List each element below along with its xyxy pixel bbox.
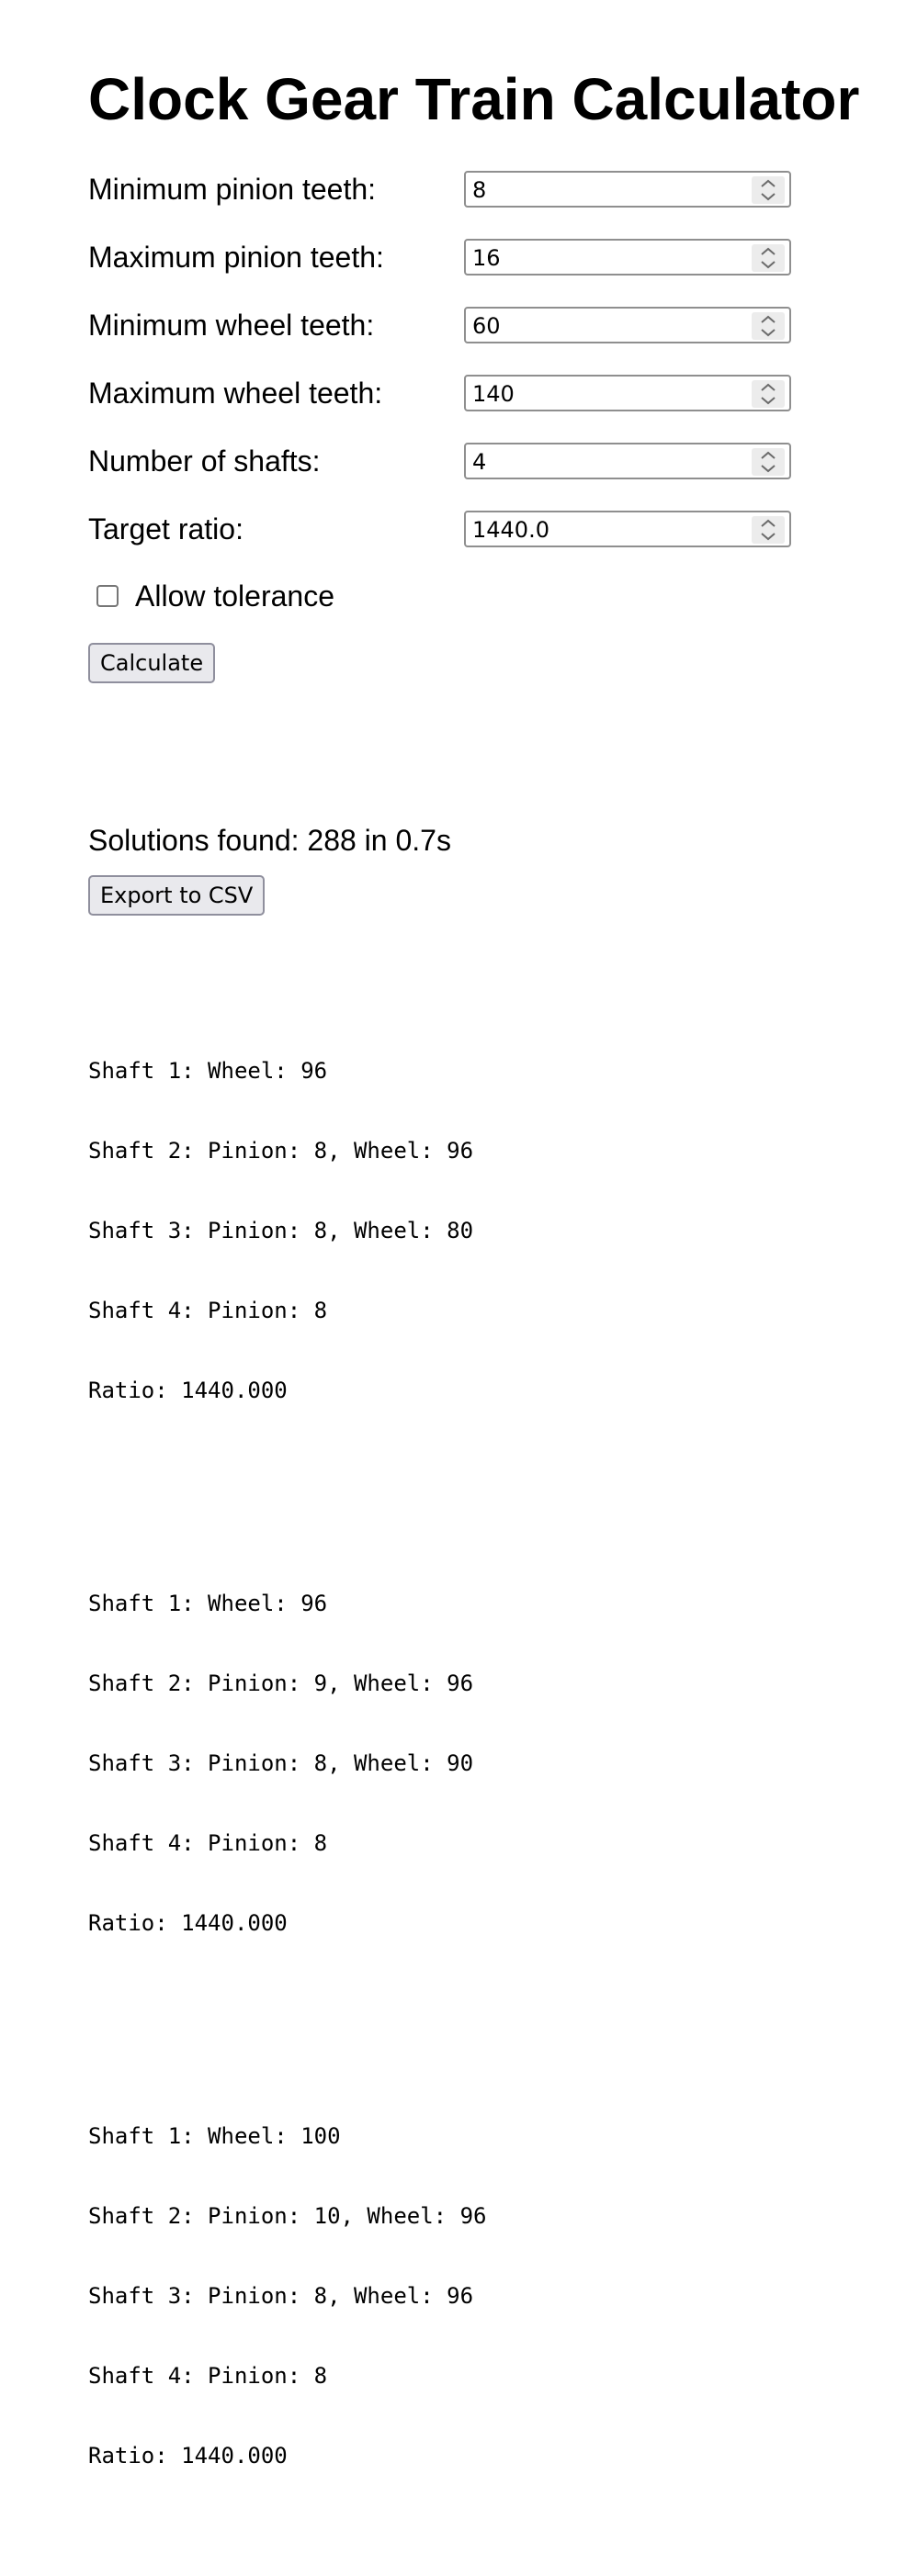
max-pinion-label: Maximum pinion teeth: bbox=[88, 241, 384, 274]
shafts-value: 4 bbox=[472, 449, 487, 475]
min-wheel-value: 60 bbox=[472, 313, 501, 339]
max-pinion-input[interactable] bbox=[464, 239, 791, 276]
solutions-count: Solutions found: 288 in 0.7s bbox=[88, 824, 451, 857]
spinner-icon[interactable] bbox=[752, 176, 785, 204]
min-pinion-label: Minimum pinion teeth: bbox=[88, 173, 377, 206]
min-wheel-input[interactable] bbox=[464, 307, 791, 343]
target-ratio-value: 1440.0 bbox=[472, 517, 549, 543]
result-line: Shaft 4: Pinion: 8 bbox=[88, 1298, 328, 1323]
field-row-min-pinion bbox=[88, 171, 796, 211]
result-line: Shaft 1: Wheel: 96 bbox=[88, 1591, 328, 1616]
result-line: Shaft 2: Pinion: 9, Wheel: 96 bbox=[88, 1670, 474, 1696]
tolerance-label[interactable]: Allow tolerance bbox=[135, 579, 334, 613]
target-ratio-input[interactable] bbox=[464, 511, 791, 547]
spinner-icon[interactable] bbox=[752, 380, 785, 408]
field-row-shafts bbox=[88, 443, 796, 483]
result-line: Shaft 4: Pinion: 8 bbox=[88, 1830, 328, 1856]
max-wheel-input[interactable] bbox=[464, 375, 791, 411]
result-item bbox=[88, 2070, 486, 2523]
field-row-min-wheel bbox=[88, 307, 796, 347]
calculate-button[interactable]: Calculate bbox=[88, 643, 215, 683]
spinner-icon[interactable] bbox=[752, 516, 785, 544]
min-wheel-label: Minimum wheel teeth: bbox=[88, 309, 375, 342]
export-csv-button[interactable]: Export to CSV bbox=[88, 875, 265, 916]
max-pinion-value: 16 bbox=[472, 245, 501, 271]
result-line: Shaft 3: Pinion: 8, Wheel: 96 bbox=[88, 2283, 474, 2309]
result-line: Shaft 1: Wheel: 100 bbox=[88, 2123, 341, 2149]
tolerance-checkbox[interactable] bbox=[96, 585, 119, 607]
result-line: Ratio: 1440.000 bbox=[88, 2443, 288, 2469]
page-title: Clock Gear Train Calculator bbox=[88, 66, 860, 132]
spinner-icon[interactable] bbox=[752, 244, 785, 272]
result-item bbox=[88, 1005, 486, 1457]
result-line: Shaft 3: Pinion: 8, Wheel: 90 bbox=[88, 1750, 474, 1776]
min-pinion-value: 8 bbox=[472, 177, 487, 203]
field-row-max-wheel bbox=[88, 375, 796, 415]
result-line: Shaft 1: Wheel: 96 bbox=[88, 1058, 328, 1084]
max-wheel-value: 140 bbox=[472, 381, 515, 407]
result-line: Shaft 3: Pinion: 8, Wheel: 80 bbox=[88, 1218, 474, 1243]
result-item bbox=[88, 1537, 486, 1990]
result-line: Shaft 4: Pinion: 8 bbox=[88, 2363, 328, 2389]
spinner-icon[interactable] bbox=[752, 448, 785, 476]
result-line: Shaft 2: Pinion: 10, Wheel: 96 bbox=[88, 2203, 487, 2229]
shafts-input[interactable] bbox=[464, 443, 791, 479]
result-line: Ratio: 1440.000 bbox=[88, 1910, 288, 1936]
min-pinion-input[interactable] bbox=[464, 171, 791, 208]
result-line: Ratio: 1440.000 bbox=[88, 1378, 288, 1403]
target-ratio-label: Target ratio: bbox=[88, 512, 243, 546]
result-line: Shaft 2: Pinion: 8, Wheel: 96 bbox=[88, 1138, 474, 1164]
field-row-max-pinion bbox=[88, 239, 796, 279]
field-row-target-ratio bbox=[88, 511, 796, 551]
results-list bbox=[88, 951, 486, 2576]
spinner-icon[interactable] bbox=[752, 312, 785, 340]
max-wheel-label: Maximum wheel teeth: bbox=[88, 377, 383, 410]
shafts-label: Number of shafts: bbox=[88, 444, 321, 478]
